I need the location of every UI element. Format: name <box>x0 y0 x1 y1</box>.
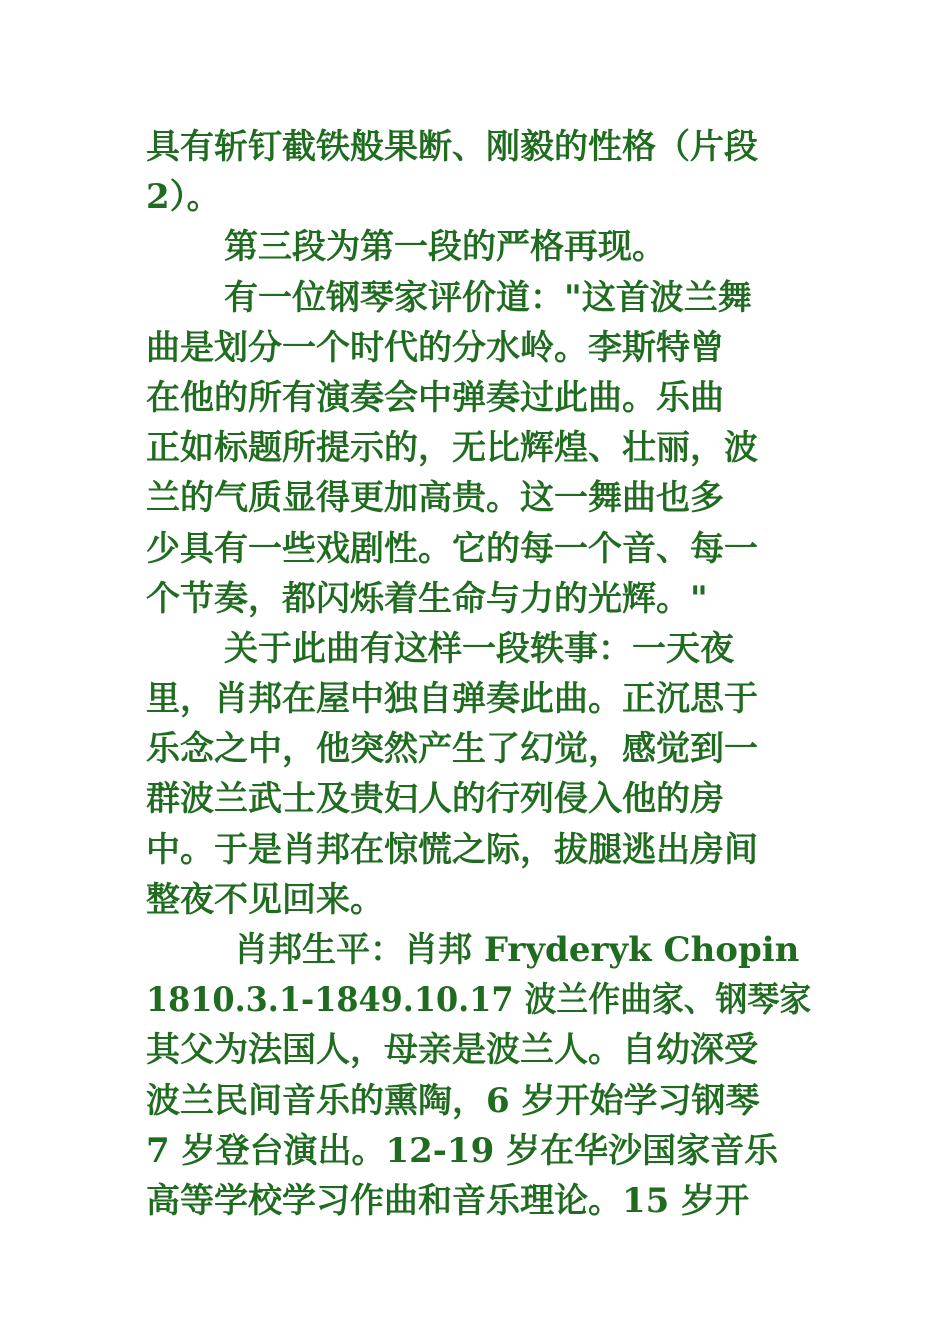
text-line: 高等学校学习作曲和音乐理论。15 岁开 <box>146 1180 750 1221</box>
document-body <box>146 122 811 1226</box>
text-line: 中。于是肖邦在惊慌之际，拔腿逃出房间 <box>146 829 758 870</box>
text-line: 具有斩钉截铁般果断、刚毅的性格（片段 <box>146 127 758 167</box>
paragraph-start-line: 第三段为第一段的严格再现。 <box>224 227 666 268</box>
text-line: 少具有一些戏剧性。它的每一个音、每一 <box>146 528 758 569</box>
paragraph-start-line: 肖邦生平：肖邦 Fryderyk Chopin <box>234 930 800 970</box>
text-line: 个节奏，都闪烁着生命与力的光辉。" <box>146 578 708 619</box>
text-line: 其父为法国人，母亲是波兰人。自幼深受 <box>146 1030 758 1071</box>
text-line: 乐念之中，他突然产生了幻觉，感觉到一 <box>146 729 758 770</box>
text-line: 7 岁登台演出。12-19 岁在华沙国家音乐 <box>146 1130 779 1171</box>
text-line: 整夜不见回来。 <box>146 879 384 920</box>
paragraph-start-line: 关于此曲有这样一段轶事：一天夜 <box>224 628 734 669</box>
text-line: 曲是划分一个时代的分水岭。李斯特曾 <box>146 327 724 368</box>
text-line: 1810.3.1-1849.10.17 波兰作曲家、钢琴家 <box>146 980 812 1021</box>
text-line: 在他的所有演奏会中弹奏过此曲。乐曲 <box>146 377 724 418</box>
text-line: 波兰民间音乐的熏陶，6 岁开始学习钢琴 <box>146 1080 760 1121</box>
text-line: 兰的气质显得更加高贵。这一舞曲也多 <box>146 478 724 519</box>
text-line: 正如标题所提示的，无比辉煌、壮丽，波 <box>146 428 758 469</box>
paragraph-start-line: 有一位钢琴家评价道："这首波兰舞 <box>224 277 752 318</box>
text-line: 里，肖邦在屋中独自弹奏此曲。正沉思于 <box>146 679 758 720</box>
text-line: 群波兰武士及贵妇人的行列侵入他的房 <box>146 779 724 820</box>
text-line: 2）。 <box>146 177 221 218</box>
